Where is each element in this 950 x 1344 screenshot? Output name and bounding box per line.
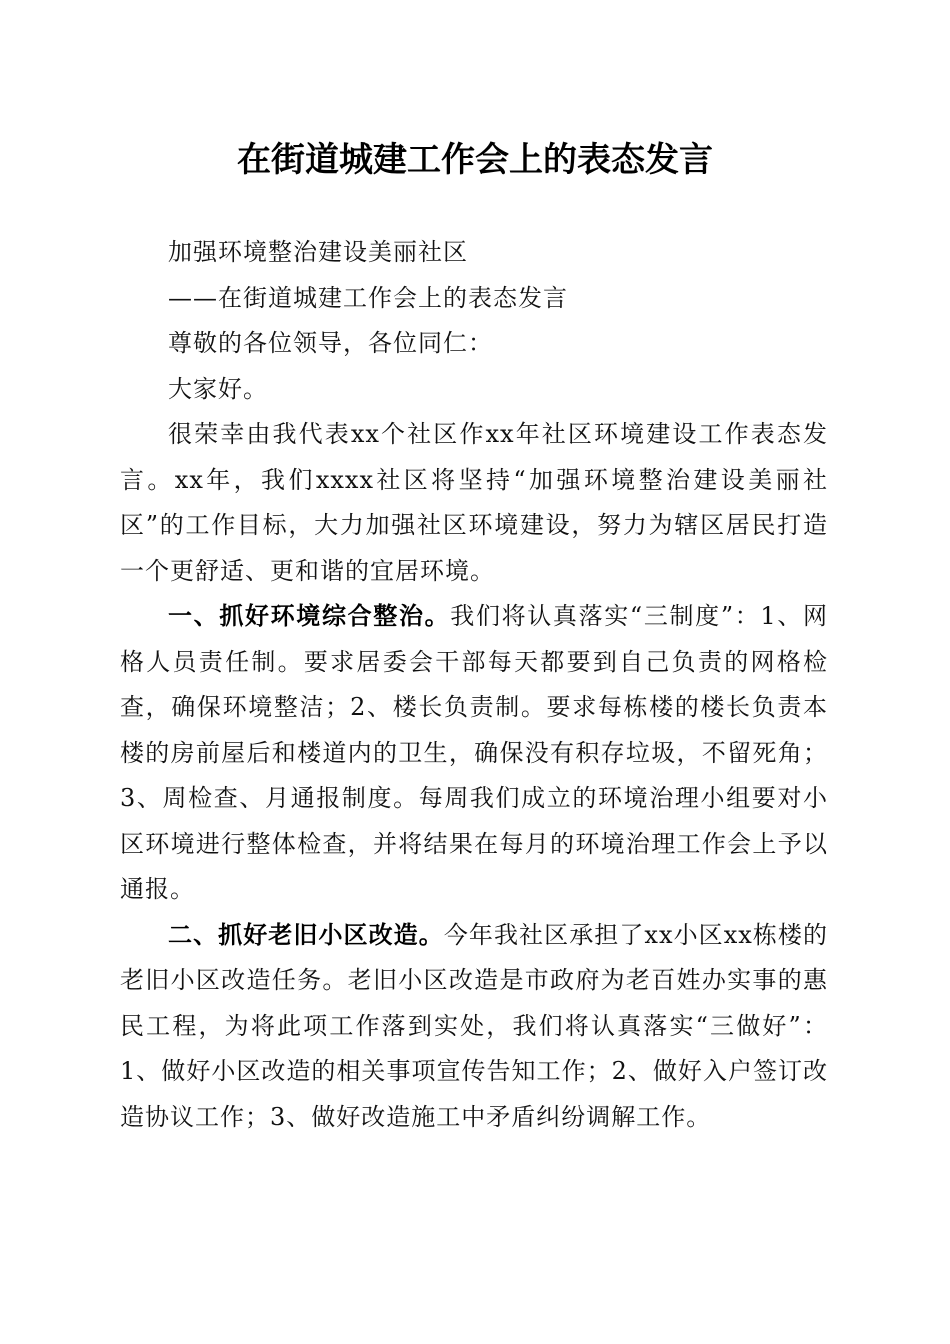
section-one-text: 我们将认真落实“三制度”：1、网格人员责任制。要求居委会干部每天都要到自己负责的网格检查，确保环境整洁；2、楼长负责制。要求每栋楼的楼长负责本楼的房前屋后和楼道内的卫生，确保没有积存垃圾，不留死角；3、周检查、月通报制度。每周我们成立的环境治理小组要对小区环境进行整体检查，并将结果在每月的环境治理工作会上予以通报。: [120, 602, 829, 903]
subtitle-line: 加强环境整治建设美丽社区: [168, 238, 468, 266]
document-body: [120, 230, 828, 1140]
salutation: 尊敬的各位领导，各位同仁：: [168, 329, 493, 357]
document-title: 在街道城建工作会上的表态发言: [237, 140, 713, 180]
subtitle-dash-line: ——在街道城建工作会上的表态发言: [168, 283, 568, 312]
section-two-text: 今年我社区承担了xx小区xx栋楼的老旧小区改造任务。老旧小区改造是市政府为老百姓办实事的惠民工程，为将此项工作落到实处，我们将认真落实“三做好”：1、做好小区改造的相关事项宣传告知工作；2、做好入户签订改造协议工作；3、做好改造施工中矛盾纠纷调解工作。: [120, 920, 829, 1131]
section-two-paragraph: [120, 913, 828, 1141]
section-one-paragraph: [120, 594, 828, 913]
intro-paragraph: 很荣幸由我代表xx个社区作xx年社区环境建设工作表态发言。xx年，我们xxxx社区将坚持“加强环境整治建设美丽社区”的工作目标，大力加强社区环境建设，努力为辖区居民打造一个更舒适、更和谐的宜居环境。: [120, 420, 828, 585]
greeting: 大家好。: [168, 374, 268, 403]
section-two-heading: 二、抓好老旧小区改造。: [168, 920, 444, 949]
section-one-heading: 一、抓好环境综合整治。: [168, 602, 451, 630]
